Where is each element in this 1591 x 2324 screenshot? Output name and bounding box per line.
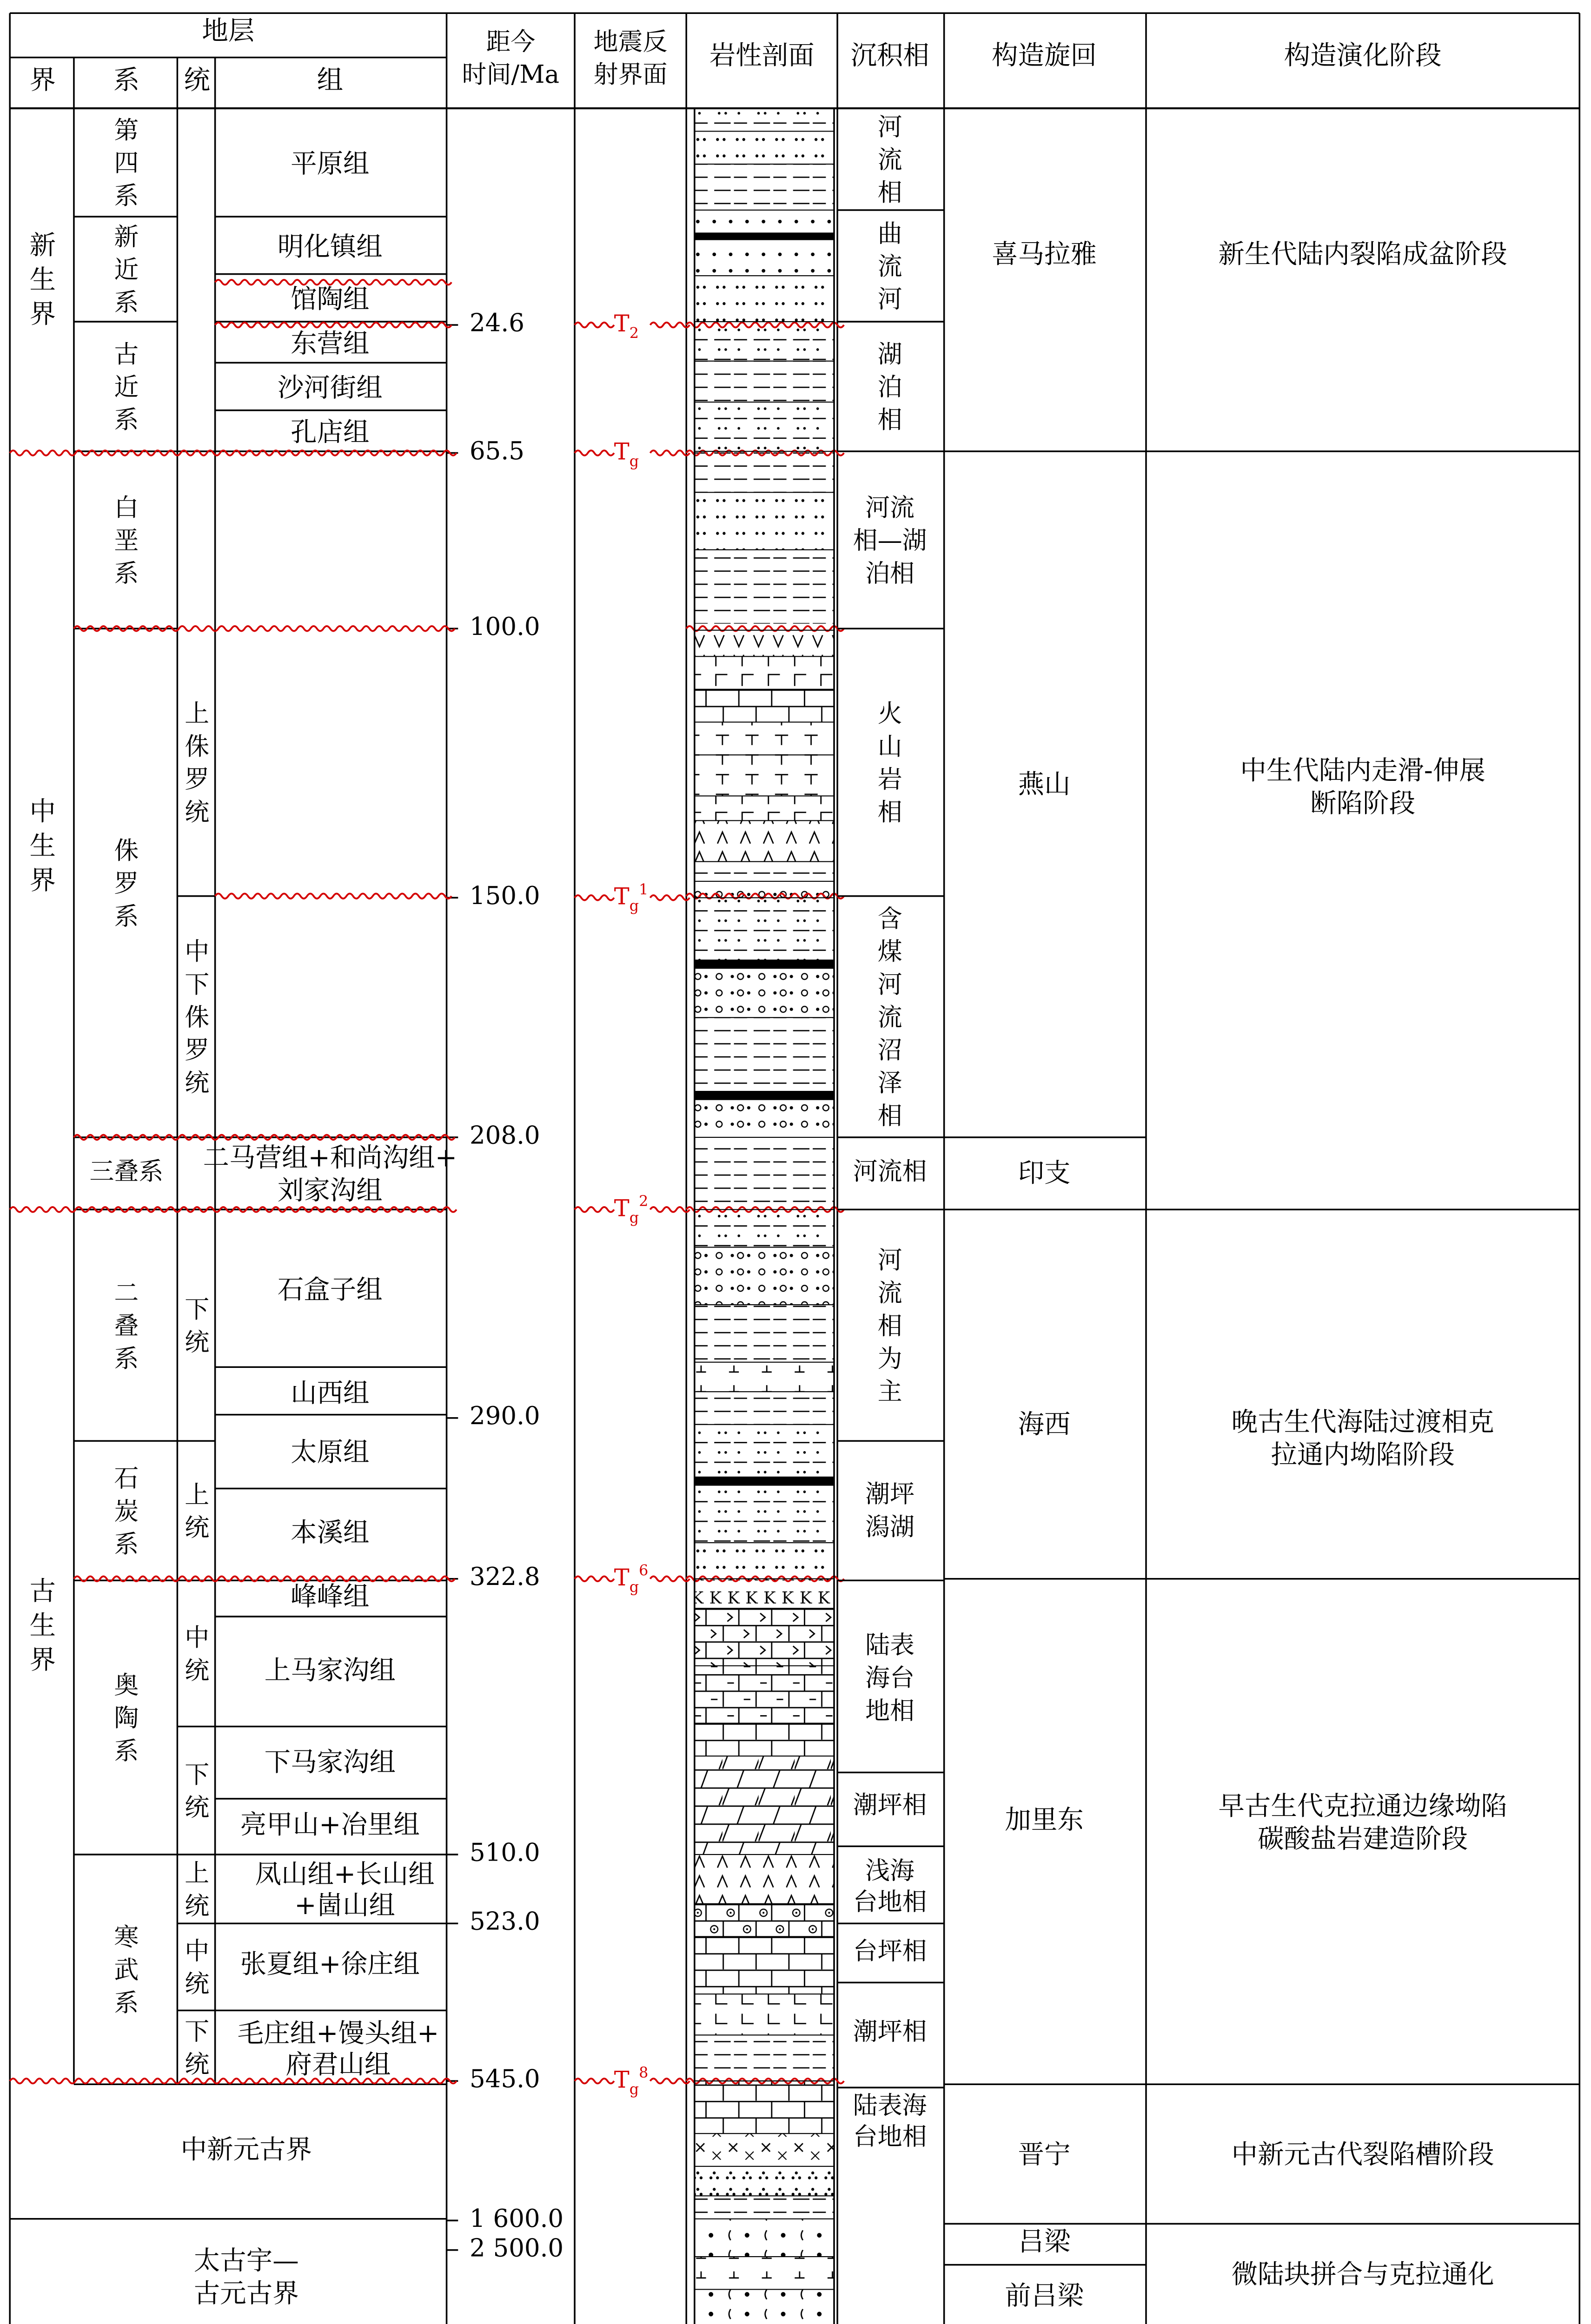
series-lower-cambrian: 下统 [185, 2017, 210, 2079]
formation-6: 二马营组+和尚沟组+刘家沟组 [203, 1142, 457, 1206]
lith-band-andesite [695, 630, 834, 656]
seismic-wave [650, 895, 689, 900]
lith-band-mudstone [695, 361, 834, 402]
lith-band-conglo [695, 881, 834, 898]
series-lower-permian: 下统 [185, 1295, 210, 1357]
lith-band-conglo [695, 968, 834, 1017]
system-cretaceous: 白垩系 [114, 494, 139, 588]
lith-band-basalt [695, 796, 834, 820]
seismic-wave [650, 1207, 689, 1212]
formation-5: 孔店组 [291, 417, 370, 448]
stage-4: 中新元古代裂陷槽阶段 [1231, 2139, 1494, 2170]
lith-band-limestone [695, 1936, 834, 1994]
lith-band-tuff [695, 1855, 834, 1904]
seismic-wave [575, 895, 614, 900]
age-label-8: 523.0 [470, 1907, 540, 1936]
series-upper-carboniferous: 上统 [185, 1480, 210, 1542]
age-label-9: 545.0 [470, 2065, 540, 2093]
formation-9: 太原组 [291, 1437, 370, 1467]
age-label-2: 100.0 [470, 612, 540, 641]
series-lower-ordovician: 下统 [185, 1760, 210, 1822]
facies-6: 河流相 [853, 1157, 927, 1186]
header-erathem: 界 [29, 65, 56, 96]
lith-band-coal [695, 960, 834, 969]
lith-band-siltstone [695, 1543, 834, 1579]
seismic-wave [650, 1576, 689, 1581]
age-label-6: 322.8 [470, 1563, 540, 1591]
age-label-4: 208.0 [470, 1121, 540, 1150]
lith-band-diorite [695, 1362, 834, 1392]
header-seismic: 地震反射界面 [593, 27, 668, 89]
facies-13: 潮坪相 [853, 2017, 927, 2046]
lith-band-siltmud [695, 1425, 834, 1477]
cycle-jinning: 晋宁 [1018, 2139, 1071, 2170]
facies-1: 曲流河 [877, 219, 902, 314]
lith-band-migmatite [695, 2290, 834, 2324]
lith-band-siltmud [695, 898, 834, 960]
lith-band-siltstone [695, 131, 834, 164]
lith-band-lamp [695, 1994, 834, 2035]
system-carboniferous: 石炭系 [114, 1464, 139, 1558]
seismic-wave [575, 450, 614, 456]
lith-band-conglo [695, 1100, 834, 1137]
lith-band-marl [695, 1666, 834, 1723]
formation-2: 馆陶组 [291, 284, 370, 315]
lith-band-siltstone [695, 276, 834, 322]
facies-4: 火山岩相 [877, 700, 902, 827]
formation-13: 下马家沟组 [264, 1747, 396, 1778]
system-quaternary: 第四系 [114, 116, 139, 211]
header-facies: 沉积相 [850, 40, 929, 71]
cycle-himalayan: 喜马拉雅 [992, 239, 1097, 270]
facies-3: 河流相—湖泊相 [853, 494, 927, 588]
series-middle-cambrian: 中统 [185, 1937, 210, 1999]
seismic-label-3: $T_g^2$ [614, 1193, 649, 1227]
formation-14: 亮甲山+冶里组 [240, 1809, 420, 1840]
erathem-archean-paleoproterozoic: 太古宇—古元古界 [193, 2245, 299, 2309]
age-label-10: 1 600.0 [470, 2204, 564, 2233]
header-strata: 地层 [202, 16, 255, 46]
facies-9: 陆表海台地相 [865, 1631, 915, 1725]
cycle-caledonian: 加里东 [1005, 1804, 1084, 1835]
formation-4: 沙河街组 [277, 373, 383, 403]
formation-8: 山西组 [291, 1378, 370, 1408]
formation-1: 明化镇组 [277, 231, 383, 262]
cycle-yanshan: 燕山 [1018, 769, 1071, 799]
lith-band-mudstone [695, 862, 834, 881]
lith-band-siltmud [695, 1209, 834, 1247]
series-upper-cambrian: 上统 [185, 1859, 210, 1921]
lith-band-siltmud [695, 1485, 834, 1543]
facies-11: 浅海台地相 [853, 1856, 927, 1916]
lith-band-migmatite [695, 2219, 834, 2257]
lith-band-mudstone [695, 1137, 834, 1209]
lith-band-quartzsand [695, 2166, 834, 2196]
unconformity-line [215, 323, 452, 328]
series-middle-ordovician: 中统 [185, 1624, 210, 1685]
formation-3: 东营组 [291, 328, 370, 359]
facies-8: 潮坪潟湖 [865, 1480, 915, 1541]
lith-band-syenite [695, 1579, 834, 1609]
cycle-indosinian: 印支 [1018, 1158, 1071, 1188]
seismic-label-0: $T_2$ [614, 310, 639, 342]
lith-band-siltstone [695, 492, 834, 550]
formation-15: 凤山组+长山组+崮山组 [255, 1859, 435, 1921]
system-neogene: 新近系 [114, 223, 139, 317]
facies-7: 河流相为主 [877, 1246, 902, 1406]
cycle-pre-luliang: 前吕梁 [1005, 2280, 1084, 2311]
stage-0: 新生代陆内裂陷成盆阶段 [1218, 239, 1507, 270]
seismic-wave [575, 323, 614, 328]
lith-band-leopard [695, 1608, 834, 1666]
lith-band-siltmud [695, 402, 834, 451]
erathem-paleozoic: 古生界 [29, 1576, 56, 1676]
system-triassic: 三叠系 [89, 1157, 164, 1186]
seismic-label-5: $T_g^8$ [614, 2065, 649, 2098]
stage-5: 微陆块拼合与克拉通化 [1231, 2259, 1494, 2290]
age-label-0: 24.6 [470, 309, 524, 337]
unconformity-line [215, 894, 452, 899]
seismic-wave [650, 450, 689, 456]
lith-band-mudstone [695, 2035, 834, 2081]
facies-12: 台坪相 [853, 1937, 927, 1966]
facies-2: 湖泊相 [877, 340, 902, 435]
lith-band-coal [695, 233, 834, 239]
lith-band-mudstone [695, 451, 834, 492]
header-evolution: 构造演化阶段 [1284, 40, 1442, 71]
lith-band-limestone [695, 689, 834, 722]
stage-3: 早古生代克拉通边缘坳陷碳酸盐岩建造阶段 [1218, 1791, 1507, 1854]
lith-band-tuff [695, 820, 834, 861]
series-upper-jurassic: 上侏罗统 [185, 700, 210, 827]
formation-17: 毛庄组+馒头组+府君山组 [237, 2018, 439, 2080]
lith-band-trachyte [695, 722, 834, 755]
lith-band-mudstone [695, 1305, 834, 1362]
cycle-hercynian: 海西 [1018, 1409, 1071, 1439]
seismic-wave [575, 2079, 614, 2084]
formation-10: 本溪组 [291, 1517, 370, 1548]
formation-7: 石盒子组 [277, 1274, 383, 1305]
formation-11: 峰峰组 [291, 1581, 370, 1612]
system-paleogene: 古近系 [114, 340, 139, 435]
lith-band-basalt [695, 656, 834, 689]
header-age: 距今时间/Ma [462, 27, 560, 89]
stage-1: 中生代陆内走滑-伸展断陷阶段 [1240, 755, 1485, 819]
lith-band-mudstone [695, 1392, 834, 1425]
age-label-3: 150.0 [470, 881, 540, 910]
seismic-wave [575, 1576, 614, 1581]
lith-band-trachyte [695, 755, 834, 796]
facies-0: 河流相 [877, 112, 902, 207]
age-label-7: 510.0 [470, 1838, 540, 1867]
stage-2: 晚古生代海陆过渡相克拉通内坳陷阶段 [1231, 1407, 1494, 1470]
system-jurassic: 侏罗系 [114, 837, 139, 931]
lith-band-coal [695, 1091, 834, 1100]
lith-band-limestone [695, 2081, 834, 2133]
cycle-luliang: 吕梁 [1018, 2226, 1071, 2257]
seismic-wave [650, 2079, 689, 2084]
header-cycle: 构造旋回 [992, 40, 1097, 71]
lith-band-oolitic [695, 1904, 834, 1937]
seismic-label-4: $T_g^6$ [614, 1562, 649, 1596]
header-lithology: 岩性剖面 [709, 40, 815, 71]
lith-band-limestone [695, 1723, 834, 1756]
age-label-1: 65.5 [470, 437, 524, 466]
seismic-label-2: $T_g^1$ [614, 881, 649, 915]
lith-band-mudstone [695, 2196, 834, 2218]
facies-14: 陆表海台地相 [853, 2091, 927, 2151]
lith-band-coal [695, 1477, 834, 1486]
lith-band-siltmud [695, 108, 834, 131]
lith-band-dolomite [695, 1756, 834, 1855]
header-system: 系 [113, 65, 140, 96]
seismic-label-1: $T_g$ [614, 438, 639, 470]
age-label-5: 290.0 [470, 1402, 540, 1431]
lith-band-mudstone [695, 1017, 834, 1091]
lith-band-diabase [695, 2133, 834, 2166]
header-series: 统 [184, 65, 211, 96]
system-cambrian: 寒武系 [114, 1923, 139, 2017]
lith-band-sandstone [695, 240, 834, 276]
facies-10: 潮坪相 [853, 1791, 927, 1820]
system-permian: 二叠系 [114, 1279, 139, 1373]
lith-band-diorite [695, 2257, 834, 2290]
lith-band-mudstone [695, 550, 834, 624]
seismic-wave [575, 1207, 614, 1212]
header-formation: 组 [317, 65, 344, 96]
lith-band-conglo [695, 1247, 834, 1305]
system-ordovician: 奥陶系 [114, 1671, 139, 1765]
age-label-11: 2 500.0 [470, 2234, 564, 2263]
facies-5: 含煤河流沼泽相 [877, 905, 902, 1130]
formation-12: 上马家沟组 [264, 1655, 396, 1686]
lith-band-sandstone [695, 210, 834, 233]
lith-band-mudstone [695, 164, 834, 210]
erathem-mesozoic: 中生界 [29, 796, 56, 896]
seismic-wave [650, 323, 689, 328]
erathem-meso-neoproterozoic: 中新元古界 [180, 2134, 312, 2165]
series-lower-middle-jurassic: 中下侏罗统 [185, 938, 210, 1097]
formation-16: 张夏组+徐庄组 [240, 1949, 420, 1980]
erathem-cenozoic: 新生界 [29, 230, 56, 330]
formation-0: 平原组 [291, 149, 370, 179]
lithology-column [695, 108, 834, 2324]
